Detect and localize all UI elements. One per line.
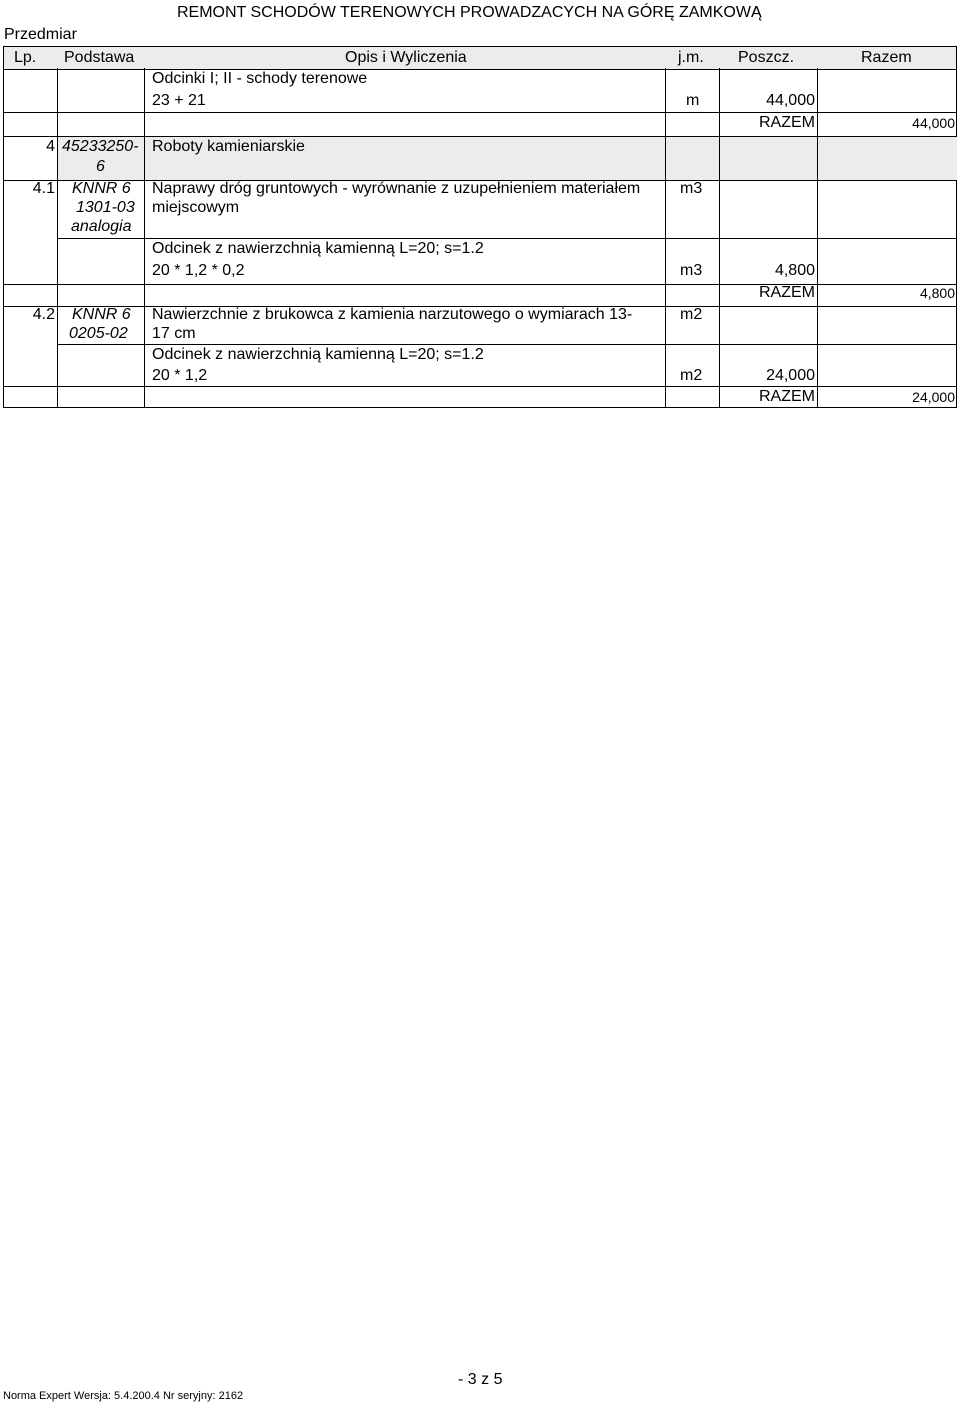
item-basis: KNNR 6 [72,306,131,323]
page-number: - 3 z 5 [458,1371,503,1388]
table-body [3,68,957,408]
item-calc: 20 * 1,2 * 0,2 [152,262,245,279]
item-basis: KNNR 6 [72,180,131,197]
item-lp: 4.2 [32,306,55,323]
section-unit: m [686,92,700,109]
item-unit: m2 [680,306,703,323]
col-podstawa: Podstawa [64,49,135,66]
col-poszcz: Poszcz. [738,49,795,66]
row-line [4,386,957,387]
group-name: Roboty kamieniarskie [152,138,305,155]
row-line [4,136,957,137]
razem-label: RAZEM [759,284,815,301]
software-info: Norma Expert Wersja: 5.4.200.4 Nr seryjny: 2162 [3,1390,244,1402]
razem-value: 44,000 [912,115,955,131]
col-lp: Lp. [14,49,37,66]
item-calc-unit: m3 [680,262,703,279]
item-value: 24,000 [766,367,815,384]
item-basis-2: 1301-03 [76,199,135,216]
item-desc: Naprawy dróg gruntowych - wyrównanie z uzupełnieniem materiałem [152,180,641,197]
item-value: 4,800 [774,262,815,279]
item-segment: Odcinek z nawierzchnią kamienną L=20; s=1.2 [152,240,484,257]
razem-label: RAZEM [759,114,815,131]
document-subtitle: Przedmiar [4,26,77,43]
item-basis-3: analogia [71,218,132,235]
item-calc: 20 * 1,2 [152,367,208,384]
section-value: 44,000 [766,92,815,109]
item-lp: 4.1 [32,180,55,197]
item-desc: Nawierzchnie z brukowca z kamienia narzutowego o wymiarach 13- [152,306,633,323]
razem-label: RAZEM [759,388,815,405]
col-opis: Opis i Wyliczenia [345,49,467,66]
col-jm: j.m. [678,49,704,66]
item-unit: m3 [680,180,703,197]
item-desc-2: 17 cm [152,325,196,342]
item-basis-2: 0205-02 [69,325,128,342]
table-header [3,46,957,70]
item-calc-unit: m2 [680,367,703,384]
group-code-2: 6 [96,158,105,175]
row-line [4,112,957,113]
col-razem: Razem [861,49,912,66]
item-segment: Odcinek z nawierzchnią kamienną L=20; s=1.2 [152,346,484,363]
razem-value: 24,000 [912,389,955,405]
group-code: 45233250- [62,138,139,155]
row-line [57,238,957,239]
razem-value: 4,800 [919,285,955,301]
section-name: Odcinki I; II - schody terenowe [152,70,368,87]
section-calc: 23 + 21 [152,92,206,109]
group-lp: 4 [46,138,55,155]
document-title: REMONT SCHODÓW TERENOWYCH PROWADZACYCH NA GÓRĘ ZAMKOWĄ [177,4,762,21]
row-line [57,344,957,345]
item-desc-2: miejscowym [152,199,240,216]
